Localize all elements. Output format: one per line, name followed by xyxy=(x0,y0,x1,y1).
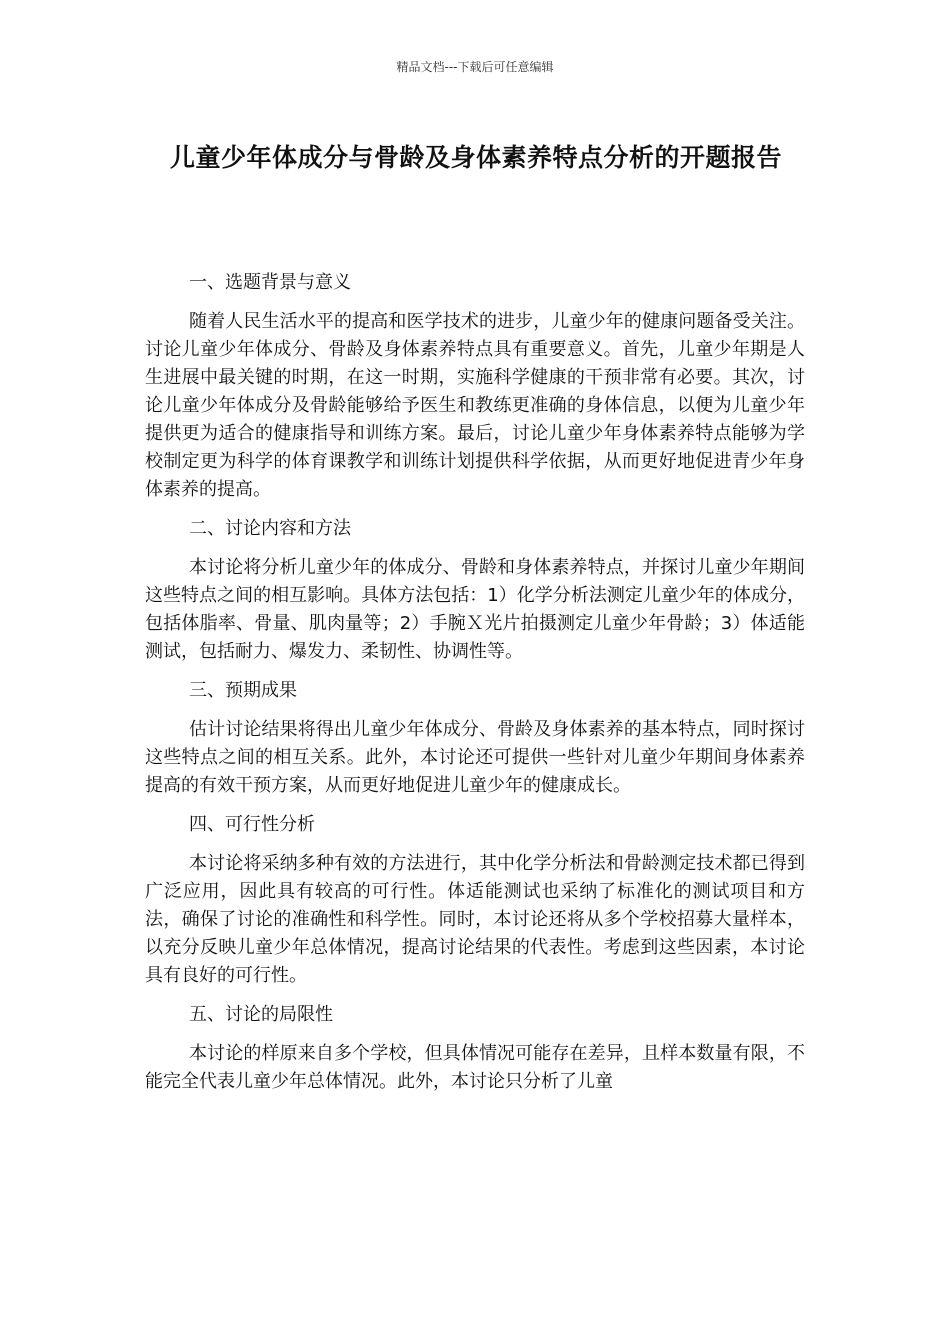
section-paragraph-feasibility: 本讨论将采纳多种有效的方法进行，其中化学分析法和骨龄测定技术都已得到广泛应用，因此具有较高的可行性。体适能测试也采纳了标准化的测试项目和方法，确保了讨论的准确性和科学性。同时，本讨论还将从多个学校招募大量样本，以充分反映儿童少年总体情况，提高讨论结果的代表性。考虑到这些因素，本讨论具有良好的可行性。 xyxy=(145,853,805,986)
section-paragraph-expected-results: 估计讨论结果将得出儿童少年体成分、骨龄及身体素养的基本特点，同时探讨这些特点之间的相互关系。此外，本讨论还可提供一些针对儿童少年期间身体素养提高的有效干预方案，从而更好地促进儿童少年的健康成长。 xyxy=(145,719,805,796)
section-heading-limitations: 五、讨论的局限性 xyxy=(189,1004,333,1025)
section-paragraph-content-methods: 本讨论将分析儿童少年的体成分、骨龄和身体素养特点，并探讨儿童少年期间这些特点之间的相互影响。具体方法包括：1）化学分析法测定儿童少年的体成分，包括体脂率、骨量、肌肉量等；2）手腕Ｘ光片拍摄测定儿童少年骨龄；3）体适能测试，包括耐力、爆发力、柔韧性、协调性等。 xyxy=(145,557,805,662)
section-heading-background: 一、选题背景与意义 xyxy=(189,272,351,293)
document-body xyxy=(145,268,805,1106)
section-paragraph-background: 随着人民生活水平的提高和医学技术的进步，儿童少年的健康问题备受关注。讨论儿童少年体成分、骨龄及身体素养特点具有重要意义。首先，儿童少年期是人生进展中最关键的时期，在这一时期，实施科学健康的干预非常有必要。其次，讨论儿童少年体成分及骨龄能够给予医生和教练更准确的身体信息，以便为儿童少年提供更为适合的健康指导和训练方案。最后，讨论儿童少年身体素养特点能够为学校制定更为科学的体育课教学和训练计划提供科学依据，从而更好地促进青少年身体素养的提高。 xyxy=(145,311,805,500)
header-note: 精品文档---下载后可任意编辑 xyxy=(396,60,554,74)
section-heading-feasibility: 四、可行性分析 xyxy=(189,814,315,835)
section-heading-expected-results: 三、预期成果 xyxy=(189,680,297,701)
document-title: 儿童少年体成分与骨龄及身体素养特点分析的开题报告 xyxy=(169,143,782,172)
section-paragraph-limitations: 本讨论的样原来自多个学校，但具体情况可能存在差异，且样本数量有限，不能完全代表儿童少年总体情况。此外，本讨论只分析了儿童 xyxy=(145,1043,805,1092)
section-heading-content-methods: 二、讨论内容和方法 xyxy=(189,518,351,539)
